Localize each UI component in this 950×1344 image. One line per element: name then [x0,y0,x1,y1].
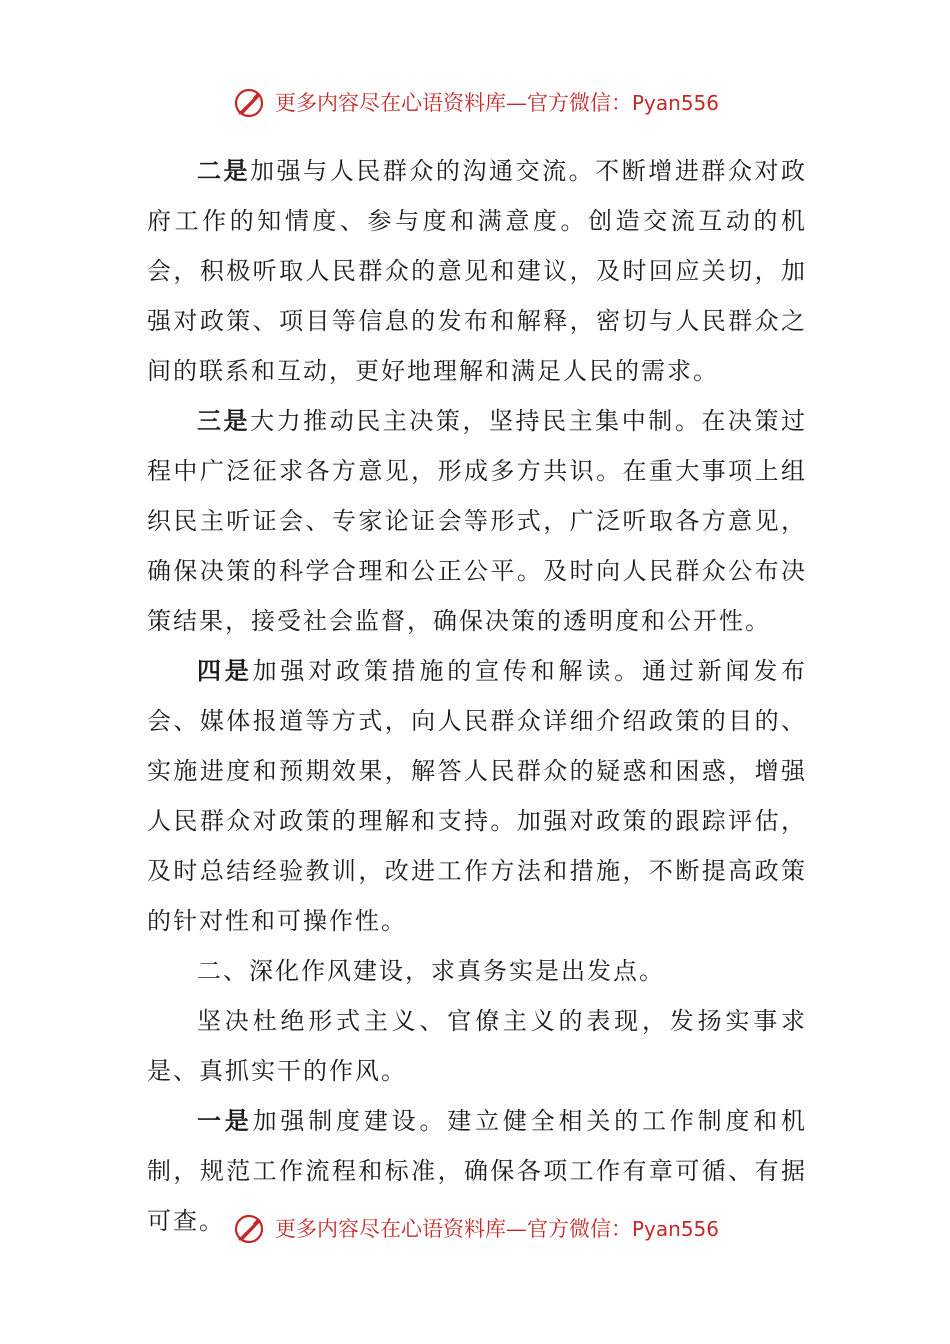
wechat-id: Pyan556 [631,1217,719,1241]
footer-banner-text: 更多内容尽在心语资料库—官方微信：Pyan556 [274,1217,719,1241]
paragraph [147,646,807,946]
paragraph-lead: 一是 [197,1106,253,1135]
paragraph-text: 大力推动民主决策，坚持民主集中制。在决策过程中广泛征求各方意见，形成多方共识。在重大事项上组织民主听证会、专家论证会等形式，广泛听取各方意见，确保决策的科学合理和公正公平。及时向人民群众公布决策结果，接受社会监督，确保决策的透明度和公开性。 [147,407,808,635]
paragraph-lead: 三是 [197,406,251,435]
paragraph [147,996,807,1096]
paragraph-text: 加强对政策措施的宣传和解读。通过新闻发布会、媒体报道等方式，向人民群众详细介绍政策的目的、实施进度和预期效果，解答人民群众的疑惑和困惑，增强人民群众对政策的理解和支持。加强对政策的跟踪评估，及时总结经验教训，改进工作方法和措施，不断提高政策的针对性和可操作性。 [147,657,808,935]
paragraph-text: 加强制度建设。建立健全相关的工作制度和机制，规范工作流程和标准，确保各项工作有章可循、有据可查。 [147,1107,808,1235]
paragraph-text: 二、深化作风建设，求真务实是出发点。 [197,957,665,985]
paragraph-lead: 四是 [197,656,253,685]
footer-banner [0,1208,950,1248]
quill-pen-logo-icon [231,84,267,120]
paragraph-text: 坚决杜绝形式主义、官僚主义的表现，发扬实事求是、真抓实干的作风。 [147,1007,807,1085]
paragraph [147,396,807,646]
header-banner-text: 更多内容尽在心语资料库—官方微信：Pyan556 [274,91,719,115]
wechat-id: Pyan556 [631,91,719,115]
paragraph-text: 加强与人民群众的沟通交流。不断增进群众对政府工作的知情度、参与度和满意度。创造交流互动的机会，积极听取人民群众的意见和建议，及时回应关切，加强对政策、项目等信息的发布和解释，密切与人民群众之间的联系和互动，更好地理解和满足人民的需求。 [147,157,808,385]
section-heading [147,946,807,996]
quill-pen-logo-icon [231,1210,267,1246]
header-banner [0,82,950,122]
paragraph-lead: 二是 [197,156,251,185]
paragraph [147,146,807,396]
document-body [147,146,807,1246]
